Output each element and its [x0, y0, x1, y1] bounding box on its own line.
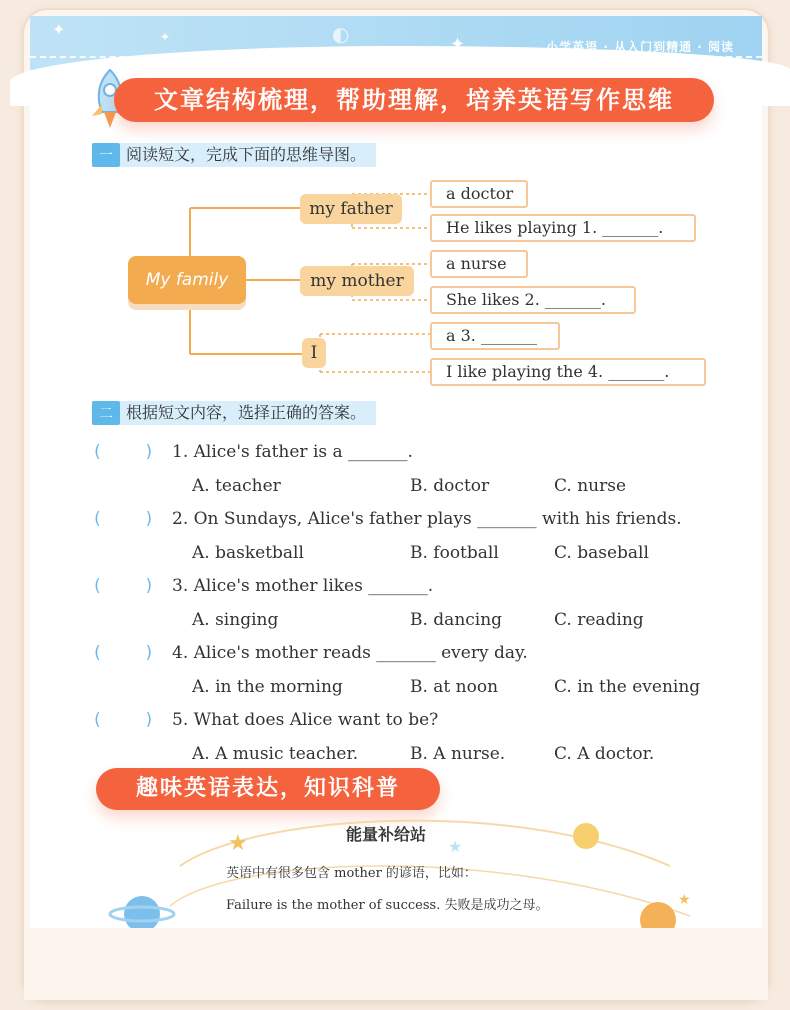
question-stem: 1. Alice's father is a _______.	[172, 442, 413, 462]
option-b[interactable]: B. at noon	[410, 677, 499, 697]
option-a[interactable]: A. A music teacher.	[192, 744, 359, 764]
option-a[interactable]: A. basketball	[192, 543, 304, 563]
mindmap-leaf: a nurse	[430, 250, 528, 278]
section-instruction: 根据短文内容，选择正确的答案。	[120, 401, 376, 425]
mindmap-leaf-blank[interactable]: He likes playing 1. _______.	[430, 214, 696, 242]
question-stem: 4. Alice's mother reads _______ every day.	[172, 643, 528, 663]
fun-english-banner: 趣味英语表达，知识科普	[96, 768, 440, 810]
energy-line: Failure is the mother of success. 失败是成功之母。	[226, 898, 549, 913]
page-bottom-margin	[24, 928, 768, 1000]
option-b[interactable]: B. football	[410, 543, 499, 563]
answer-paren-right[interactable]: )	[144, 643, 155, 663]
answer-paren-right[interactable]: )	[144, 442, 155, 462]
mindmap-leaf-blank[interactable]: a 3. _______	[430, 322, 560, 350]
answer-paren-right[interactable]: )	[144, 576, 155, 596]
answer-paren-left[interactable]: (	[92, 442, 103, 462]
svg-text:★: ★	[228, 831, 248, 856]
mindmap-node-father: my father	[300, 194, 402, 224]
worksheet-page	[30, 16, 762, 934]
option-b[interactable]: B. A nurse.	[410, 744, 506, 764]
option-b[interactable]: B. dancing	[410, 610, 503, 630]
mindmap-leaf-blank[interactable]: I like playing the 4. _______.	[430, 358, 706, 386]
section-number: 一	[92, 143, 120, 167]
option-c[interactable]: C. nurse	[554, 476, 627, 496]
mindmap-leaf: a doctor	[430, 180, 528, 208]
option-c[interactable]: C. A doctor.	[554, 744, 655, 764]
option-b[interactable]: B. doctor	[410, 476, 490, 496]
svg-text:★: ★	[448, 837, 463, 856]
section-heading-2	[92, 400, 376, 426]
option-c[interactable]: C. in the evening	[554, 677, 701, 697]
answer-paren-right[interactable]: )	[144, 710, 155, 730]
section-instruction: 阅读短文，完成下面的思维导图。	[120, 143, 376, 167]
page-frame	[22, 8, 770, 1002]
section-number: 二	[92, 401, 120, 425]
answer-paren-left[interactable]: (	[92, 509, 103, 529]
energy-line: 英语中有很多包含 mother 的谚语，比如：	[226, 866, 477, 881]
question-stem: 2. On Sundays, Alice's father plays _______ with his friends.	[172, 509, 682, 529]
option-c[interactable]: C. baseball	[554, 543, 649, 563]
mindmap-node-i: I	[302, 338, 326, 368]
structure-banner: 文章结构梳理，帮助理解，培养英语写作思维	[114, 78, 714, 122]
mindmap-root: My family	[128, 256, 246, 304]
star-icon: ✦	[450, 34, 466, 55]
option-a[interactable]: A. in the morning	[192, 677, 343, 697]
option-a[interactable]: A. teacher	[192, 476, 281, 496]
planet-icon: ◐	[332, 22, 350, 46]
option-a[interactable]: A. singing	[192, 610, 279, 630]
star-icon: ✦	[52, 20, 66, 39]
answer-paren-right[interactable]: )	[144, 509, 155, 529]
mindmap-leaf-blank[interactable]: She likes 2. _______.	[430, 286, 636, 314]
svg-text:★: ★	[678, 892, 691, 908]
option-c[interactable]: C. reading	[554, 610, 644, 630]
question-stem: 5. What does Alice want to be?	[172, 710, 439, 730]
answer-paren-left[interactable]: (	[92, 576, 103, 596]
answer-paren-left[interactable]: (	[92, 710, 103, 730]
series-title: 小学英语 · 从入门到精通 · 阅读	[546, 40, 734, 54]
energy-station-title: 能量补给站	[345, 825, 426, 844]
answer-paren-left[interactable]: (	[92, 643, 103, 663]
question-stem: 3. Alice's mother likes _______.	[172, 576, 434, 596]
mindmap-node-mother: my mother	[300, 266, 414, 296]
star-icon: ✦	[160, 30, 171, 44]
